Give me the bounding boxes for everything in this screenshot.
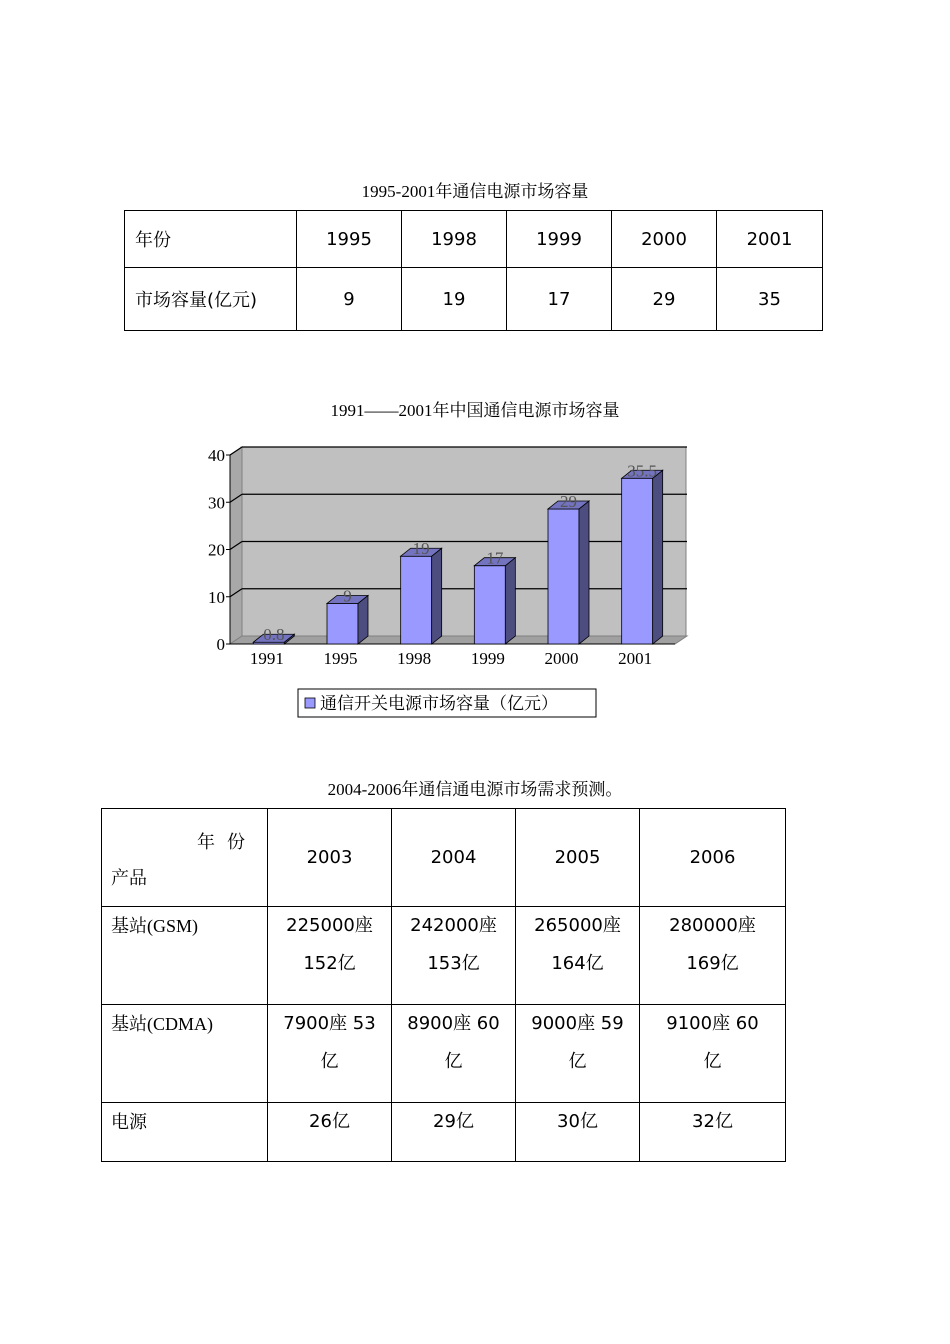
y-tick-label: 20 bbox=[208, 540, 225, 560]
forecast-line: 7900座 53 bbox=[283, 1013, 376, 1034]
forecast-cell bbox=[268, 1103, 392, 1162]
data-label: 35.5 bbox=[627, 461, 658, 481]
forecast-line: 153亿 bbox=[427, 953, 480, 974]
forecast-line: 亿 bbox=[320, 1051, 339, 1072]
forecast-line: 280000座 bbox=[669, 915, 756, 936]
table-row bbox=[102, 1103, 786, 1162]
capacity-cell: 29 bbox=[612, 268, 717, 331]
table-row bbox=[125, 268, 823, 331]
data-label: 9 bbox=[343, 586, 352, 606]
market-capacity-table bbox=[124, 210, 823, 331]
forecast-cell bbox=[640, 1005, 786, 1103]
data-label: 0.8 bbox=[263, 625, 285, 645]
legend-swatch bbox=[305, 698, 315, 708]
year-header-cell: 年份 bbox=[125, 211, 297, 268]
year-cell: 2005 bbox=[516, 809, 640, 907]
year-cell: 1999 bbox=[507, 211, 612, 268]
corner-year-label: 年份 bbox=[197, 832, 257, 852]
forecast-cell bbox=[392, 1005, 516, 1103]
year-cell: 1995 bbox=[297, 211, 402, 268]
y-tick-label: 30 bbox=[208, 493, 225, 513]
bar-2000 bbox=[548, 509, 579, 644]
data-label: 19 bbox=[412, 539, 430, 559]
year-cell: 2001 bbox=[717, 211, 823, 268]
year-cell: 2004 bbox=[392, 809, 516, 907]
forecast-line: 225000座 bbox=[286, 915, 373, 936]
forecast-line: 29亿 bbox=[433, 1111, 474, 1132]
forecast-cell bbox=[268, 907, 392, 1005]
table-row bbox=[102, 907, 786, 1005]
data-label: 17 bbox=[486, 548, 504, 568]
forecast-line: 30亿 bbox=[557, 1111, 598, 1132]
chart-title: 1991——2001年中国通信电源市场容量 bbox=[330, 401, 620, 420]
bar-1999 bbox=[474, 566, 505, 644]
forecast-line: 9000座 59 bbox=[531, 1013, 624, 1034]
bar-side-1998 bbox=[432, 548, 442, 644]
capacity-cell: 19 bbox=[402, 268, 507, 331]
legend-label: 通信开关电源市场容量（亿元） bbox=[320, 694, 558, 714]
y-tick-label: 10 bbox=[208, 587, 225, 607]
forecast-line: 9100座 60 bbox=[666, 1013, 759, 1034]
bar-side-1999 bbox=[505, 558, 515, 644]
forecast-cell bbox=[516, 1005, 640, 1103]
product-label-cell: 基站(GSM) bbox=[102, 907, 268, 1005]
table2-caption: 2004-2006年通信通电源市场需求预测。 bbox=[327, 780, 623, 799]
forecast-line: 亿 bbox=[568, 1051, 587, 1072]
bar-side-2000 bbox=[579, 501, 589, 644]
forecast-line: 亿 bbox=[703, 1051, 722, 1072]
x-tick-label: 1995 bbox=[323, 649, 358, 668]
forecast-line: 265000座 bbox=[534, 915, 621, 936]
forecast-cell bbox=[640, 907, 786, 1005]
bar-side-2001 bbox=[653, 470, 663, 644]
year-cell: 2003 bbox=[268, 809, 392, 907]
capacity-cell: 17 bbox=[507, 268, 612, 331]
corner-cell bbox=[102, 809, 268, 907]
y-tick-label: 40 bbox=[208, 446, 225, 465]
bar-1995 bbox=[327, 603, 358, 644]
table-row bbox=[125, 211, 823, 268]
forecast-cell bbox=[516, 1103, 640, 1162]
forecast-cell bbox=[392, 907, 516, 1005]
x-tick-label: 2001 bbox=[618, 649, 653, 668]
x-tick-label: 2000 bbox=[544, 649, 579, 668]
forecast-line: 亿 bbox=[444, 1051, 463, 1072]
forecast-line: 26亿 bbox=[309, 1111, 350, 1132]
capacity-cell: 9 bbox=[297, 268, 402, 331]
table-row bbox=[102, 1005, 786, 1103]
plot-floor bbox=[230, 636, 687, 644]
forecast-cell bbox=[516, 907, 640, 1005]
year-cell: 1998 bbox=[402, 211, 507, 268]
capacity-bar-chart bbox=[190, 445, 710, 725]
forecast-line: 8900座 60 bbox=[407, 1013, 500, 1034]
x-tick-label: 1998 bbox=[397, 649, 432, 668]
table1-caption: 1995-2001年通信电源市场容量 bbox=[361, 182, 589, 201]
corner-product-label: 产品 bbox=[111, 868, 147, 888]
x-tick-label: 1999 bbox=[470, 649, 505, 668]
year-cell: 2006 bbox=[640, 809, 786, 907]
y-tick-label: 0 bbox=[216, 635, 225, 654]
x-tick-label: 1991 bbox=[249, 649, 284, 668]
forecast-line: 32亿 bbox=[692, 1111, 733, 1132]
forecast-line: 152亿 bbox=[303, 953, 356, 974]
forecast-line: 242000座 bbox=[410, 915, 497, 936]
capacity-cell: 35 bbox=[717, 268, 823, 331]
forecast-cell bbox=[640, 1103, 786, 1162]
product-label-cell: 电源 bbox=[102, 1103, 268, 1162]
bar-2001 bbox=[622, 478, 653, 644]
table-row bbox=[102, 809, 786, 907]
forecast-line: 164亿 bbox=[551, 953, 604, 974]
forecast-cell bbox=[268, 1005, 392, 1103]
data-label: 29 bbox=[560, 491, 577, 511]
year-cell: 2000 bbox=[612, 211, 717, 268]
forecast-cell bbox=[392, 1103, 516, 1162]
product-label-cell: 基站(CDMA) bbox=[102, 1005, 268, 1103]
demand-forecast-table bbox=[101, 808, 786, 1162]
capacity-header-cell: 市场容量(亿元) bbox=[125, 268, 297, 331]
bar-1998 bbox=[401, 556, 432, 644]
forecast-line: 169亿 bbox=[686, 953, 739, 974]
